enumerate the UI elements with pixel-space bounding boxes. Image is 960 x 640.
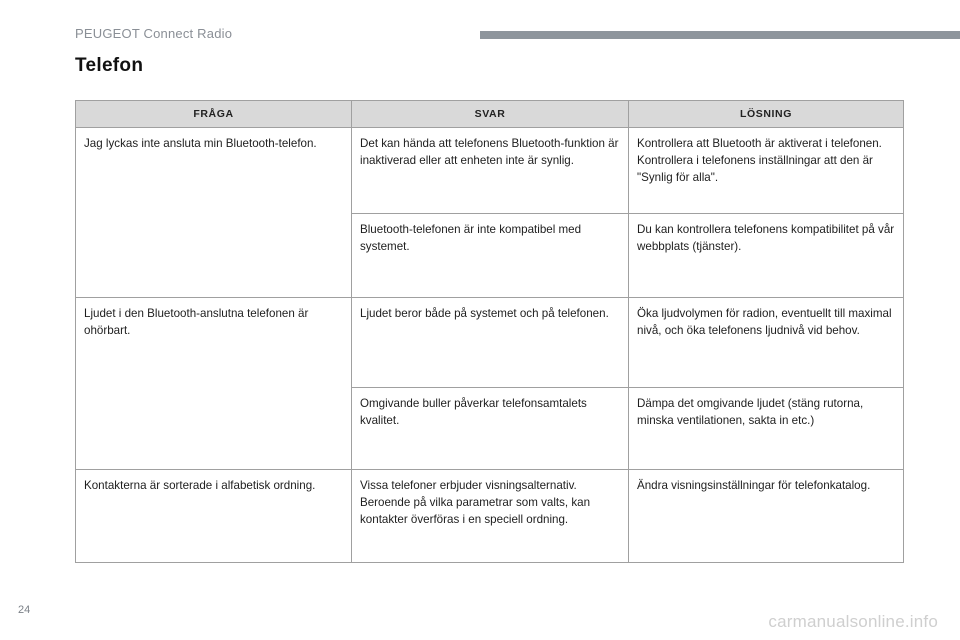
column-header-solution: LÖSNING	[629, 101, 904, 128]
page-number: 24	[18, 604, 31, 616]
answer-cell: Omgivande buller påverkar telefonsamtalets kvalitet.	[352, 388, 629, 470]
column-header-question: FRÅGA	[76, 101, 352, 128]
faq-table	[75, 100, 904, 563]
answer-cell: Bluetooth-telefonen är inte kompatibel med systemet.	[352, 214, 629, 298]
answer-cell: Vissa telefoner erbjuder visningsalternativ. Beroende på vilka parametrar som valts, kan kontakter överföras i en speciell ordning.	[352, 470, 629, 563]
section-title: Telefon	[75, 55, 144, 76]
question-cell: Ljudet i den Bluetooth-anslutna telefonen är ohörbart.	[76, 298, 352, 470]
solution-cell: Dämpa det omgivande ljudet (stäng rutorna, minska ventilationen, sakta in etc.)	[629, 388, 904, 470]
watermark: carmanualsonline.info	[768, 612, 938, 631]
solution-cell: Öka ljudvolymen för radion, eventuellt till maximal nivå, och öka telefonens ljudnivå vid behov.	[629, 298, 904, 388]
table-row	[76, 128, 904, 214]
answer-cell: Ljudet beror både på systemet och på telefonen.	[352, 298, 629, 388]
question-cell: Kontakterna är sorterade i alfabetisk ordning.	[76, 470, 352, 563]
table-row	[76, 298, 904, 388]
answer-cell: Det kan hända att telefonens Bluetooth-funktion är inaktiverad eller att enheten inte är synlig.	[352, 128, 629, 214]
table-header-row	[76, 101, 904, 128]
header-accent-bar	[480, 31, 960, 39]
column-header-answer: SVAR	[352, 101, 629, 128]
running-header: PEUGEOT Connect Radio	[75, 26, 233, 41]
solution-cell: Du kan kontrollera telefonens kompatibilitet på vår webbplats (tjänster).	[629, 214, 904, 298]
question-cell: Jag lyckas inte ansluta min Bluetooth-telefon.	[76, 128, 352, 298]
solution-cell: Kontrollera att Bluetooth är aktiverat i telefonen. Kontrollera i telefonens inställningar att den är "Synlig för alla".	[629, 128, 904, 214]
solution-cell: Ändra visningsinställningar för telefonkatalog.	[629, 470, 904, 563]
table-row	[76, 470, 904, 563]
